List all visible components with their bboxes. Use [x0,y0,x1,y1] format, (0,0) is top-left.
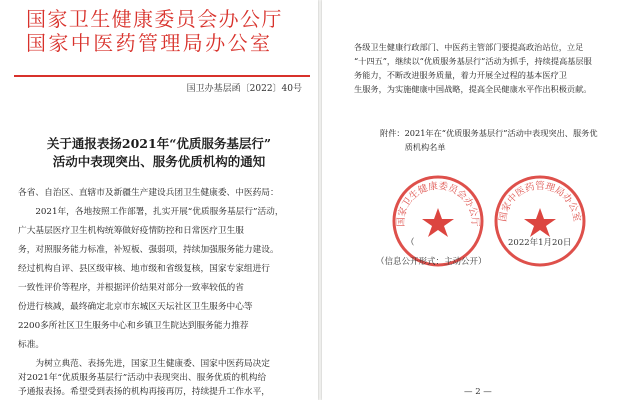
body-paragraph-line: “十四五”，继续以“优质服务基层行”活动为抓手，持续提高基层服 [354,56,592,66]
body-paragraph-line: 份进行核减，最终确定北京市东城区天坛社区卫生服务中心等 [18,302,253,312]
document-page-1 [0,0,318,400]
official-seal-2 [490,171,590,271]
body-paragraph-line: 务能力，不断改进服务质量，着力开展全过程的基本医疗卫 [354,70,567,80]
body-paragraph-line: 对2021年“优质服务基层行”活动中表现突出、服务优质的机构给 [18,373,267,383]
seal-2-text: 国家中医药管理局办公室 [497,181,583,223]
red-separator-rule [14,75,310,77]
issue-date: 2022年1月20日 [508,238,572,248]
body-paragraph-line: 务，对照服务能力标准，补短板、强弱项，持续加强服务能力建设。 [18,245,279,255]
body-paragraph-line: 2200多所社区卫生服务中心和乡镇卫生院达到服务能力推荐 [18,321,249,331]
document-page-2 [322,0,641,400]
seal-1-text: 国家卫生健康委员会办公厅 [395,180,481,227]
body-paragraph-line: 各级卫生健康行政部门、中医药主管部门要提高政治站位，立足 [354,42,584,52]
attachment-line-1: 附件：2021年在“优质服务基层行”活动中表现突出、服务优 [380,128,598,138]
star-icon [524,208,556,237]
page-number: — 2 — [464,387,492,397]
document-number: 国卫办基层函〔2022〕40号 [186,84,302,94]
body-paragraph-line: 为树立典范、表扬先进，国家卫生健康委、国家中医药局决定 [18,359,270,369]
body-paragraph-line: 各省、自治区、直辖市及新疆生产建设兵团卫生健康委、中医药局： [18,188,279,198]
info-disclosure-note: （信息公开形式：主动公开） [376,257,487,267]
body-paragraph-line: 广大基层医疗卫生机构统筹做好疫情防控和日常医疗卫生服 [18,226,244,236]
document-title-line-2: 活动中表现突出、服务优质机构的通知 [52,154,266,169]
issuer-header-line-2: 国家中医药管理局办公室 [26,31,273,55]
document-title-line-1: 关于通报表扬2021年“优质服务基层行” [46,136,272,151]
body-paragraph-line: 予通报表扬。希望受到表扬的机构再接再厉，持续提升工作水平， [18,387,270,397]
body-paragraph-line: 生服务，为实施健康中国战略，提高全民健康水平作出积极贡献。 [354,84,592,94]
seal-date-fragment: （ [406,238,415,248]
body-paragraph-line: 2021年，各地按照工作部署，扎实开展“优质服务基层行”活动， [18,207,284,217]
body-paragraph-line: 经过机构自评、县区级审核、地市级和省级复核，国家专家组进行 [18,264,270,274]
body-paragraph-line: 标准。 [18,340,45,350]
attachment-line-2: 质机构名单 [380,142,446,152]
issuer-header-line-1: 国家卫生健康委员会办公厅 [26,7,283,31]
star-icon [422,208,454,237]
body-paragraph-line: 一致性评价等程序，并根据评价结果对部分一致率较低的省 [18,283,244,293]
